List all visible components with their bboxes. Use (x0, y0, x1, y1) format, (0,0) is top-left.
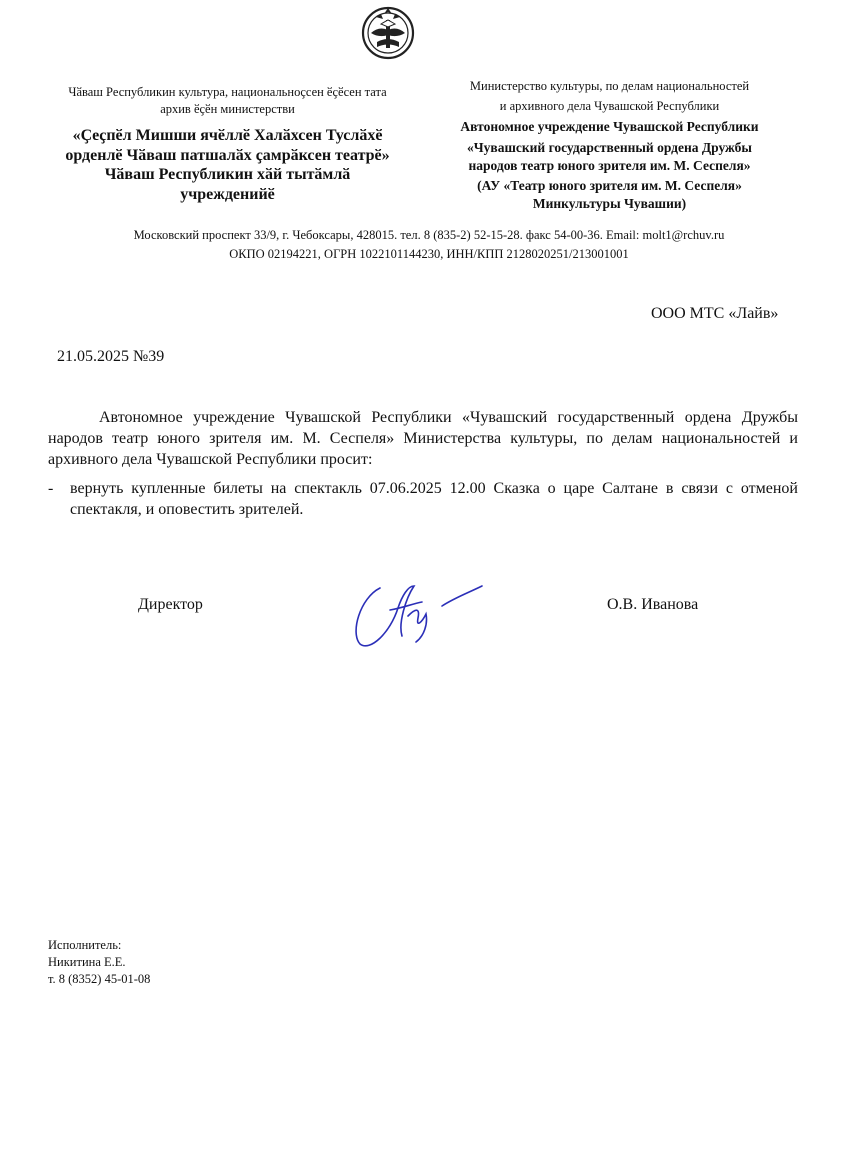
request-text: вернуть купленные билеты на спектакль 07.06.2025 12.00 Сказка о царе Салтане в связи с отменой спектакля, и оповестить зрителей. (70, 480, 798, 518)
letter-body (48, 407, 798, 520)
recipient: ООО МТС «Лайв» (651, 305, 779, 322)
executor-phone: т. 8 (8352) 45-01-08 (48, 972, 151, 986)
institution-name-chuvash: «Ҫеҫпӗл Мишши ячӗллӗ Халӑхсен Туслӑхӗ орденлӗ Чӑваш патшалӑх ҫамрӑксен театрӗ» Чӑваш Республикин хӑй тытӑмлӑ учрежденийӗ (65, 127, 390, 203)
address-line: Московский проспект 33/9, г. Чебоксары, 428015. тел. 8 (835-2) 52-15-28. факс 54-00-36. Email: molt1@rchuv.ru (133, 228, 725, 242)
ministry-name-chuvash: Чӑваш Республикин культура, национальноҫсен ӗҫӗсен тата архив ӗҫӗн министерстви (68, 85, 387, 116)
short-name-line-2: Минкультуры Чувашии) (532, 196, 687, 211)
executor-info (48, 937, 150, 988)
theatre-name-line-2: народов театр юного зрителя им. М. Сеспеля» (468, 158, 751, 173)
handwritten-signature-icon (350, 578, 490, 658)
header-right (432, 78, 787, 212)
signer-name: О.В. Иванова (607, 596, 699, 613)
request-list-item (48, 478, 798, 520)
short-name-line-1: (АУ «Театр юного зрителя им. М. Сеспеля» (477, 178, 742, 193)
contacts (0, 226, 858, 264)
institution-type: Автономное учреждение Чувашской Республики (460, 119, 759, 134)
signer-position: Директор (138, 596, 203, 613)
header-left (40, 84, 415, 204)
body-paragraph: Автономное учреждение Чувашской Республики «Чувашский государственный ордена Дружбы народов театр юного зрителя им. М. Сеспеля» Министерства культуры, по делам национальностей и архивного дела Чувашской Республики просит: (48, 409, 798, 468)
ministry-line-1: Министерство культуры, по делам национальностей (469, 79, 750, 93)
list-dash: - (48, 480, 54, 497)
executor-name: Никитина Е.Е. (48, 955, 126, 969)
chuvash-emblem-icon (359, 2, 417, 60)
ministry-line-2: и архивного дела Чувашской Республики (499, 99, 720, 113)
theatre-name-line-1: «Чувашский государственный ордена Дружбы (467, 140, 752, 155)
letter-date-number: 21.05.2025 №39 (57, 348, 165, 365)
executor-label: Исполнитель: (48, 938, 122, 952)
registration-codes-line: ОКПО 02194221, ОГРН 1022101144230, ИНН/КПП 2128020251/213001001 (229, 247, 629, 261)
